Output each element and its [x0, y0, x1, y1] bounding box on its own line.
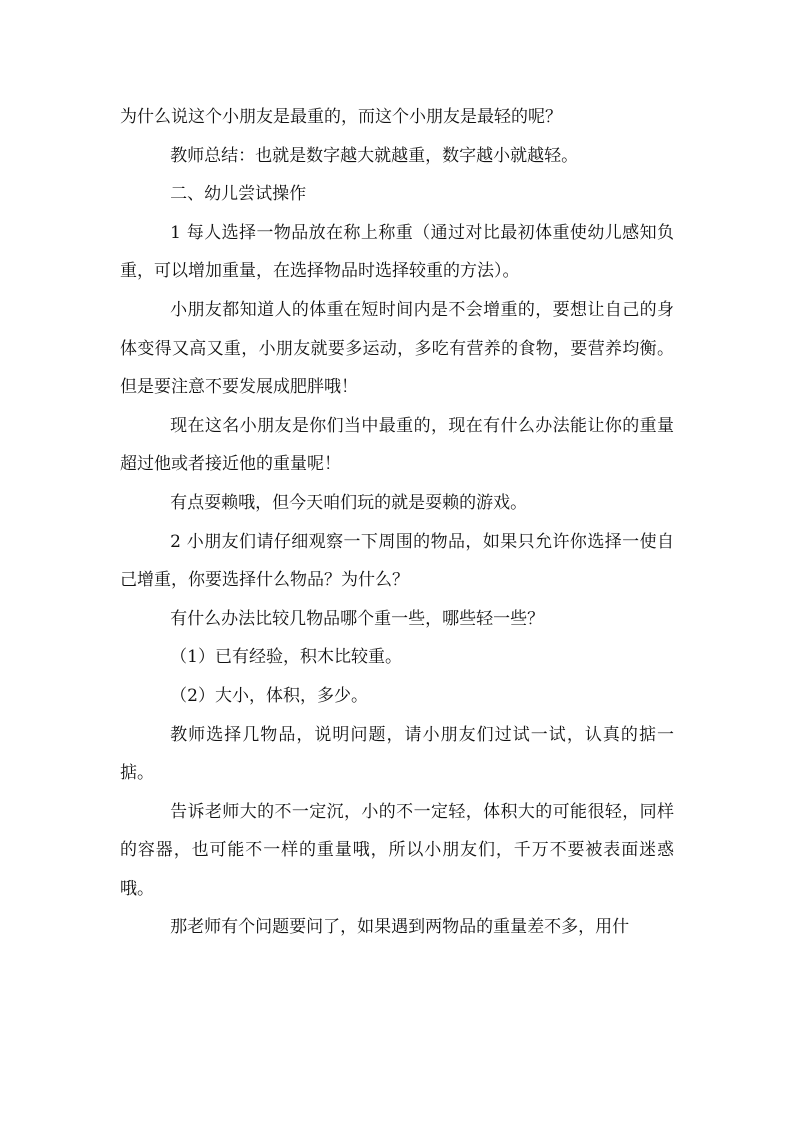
- paragraph: 现在这名小朋友是你们当中最重的，现在有什么办法能让你的重量超过他或者接近他的重量呢！: [120, 415, 674, 475]
- paragraph: 小朋友都知道人的体重在短时间内是不会增重的，要想让自己的身体变得又高又重，小朋友就要多运动，多吃有营养的食物，要营养均衡。但是要注意不要发展成肥胖哦！: [120, 299, 674, 398]
- paragraph: 教师选择几物品，说明问题，请小朋友们过试一试，认真的掂一掂。: [120, 724, 674, 784]
- document-body: [120, 98, 674, 947]
- paragraph: 告诉老师大的不一定沉，小的不一定轻，体积大的可能很轻，同样的容器，也可能不一样的重量哦，所以小朋友们，千万不要被表面迷惑哦。: [120, 801, 674, 899]
- paragraph: 有点耍赖哦，但今天咱们玩的就是耍赖的游戏。: [170, 492, 528, 513]
- paragraph: 1 每人选择一物品放在称上称重（通过对比最初体重使幼儿感知负重，可以增加重量，在选择物品时选择较重的方法）。: [120, 222, 674, 282]
- list-item: （2）大小，体积，多少。: [170, 685, 368, 706]
- paragraph: 2 小朋友们请仔细观察一下周围的物品，如果只允许你选择一使自己增重，你要选择什么物品？为什么？: [120, 531, 674, 591]
- list-item: （1）已有经验，积木比较重。: [170, 647, 402, 668]
- paragraph: 有什么办法比较几物品哪个重一些，哪些轻一些？: [170, 608, 545, 629]
- section-heading: 二、幼儿尝试操作: [170, 184, 307, 205]
- paragraph: 那老师有个问题要问了，如果遇到两物品的重量差不多，用什: [170, 917, 630, 938]
- paragraph: 为什么说这个小朋友是最重的，而这个小朋友是最轻的呢？: [120, 107, 562, 127]
- paragraph: 教师总结：也就是数字越大就越重，数字越小就越轻。: [170, 145, 579, 166]
